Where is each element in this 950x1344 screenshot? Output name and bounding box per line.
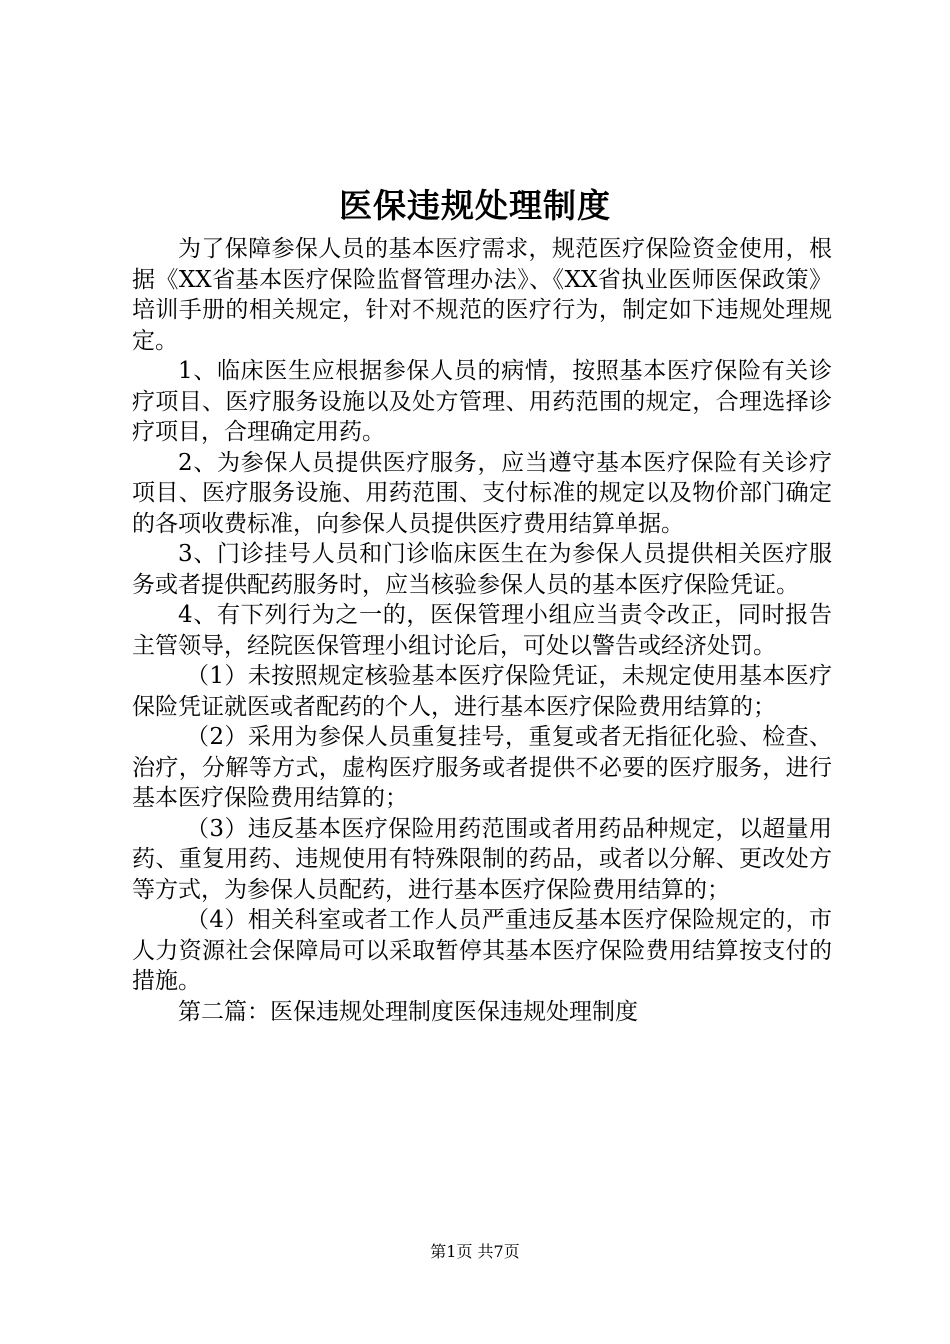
rule-4-item-4: （4）相关科室或者工作人员严重违反基本医疗保险规定的，市人力资源社会保障局可以采取暂停其基本医疗保险费用结算按支付的措施。 (132, 907, 832, 994)
section-two-heading: 第二篇：医保违规处理制度医保违规处理制度 (178, 998, 638, 1025)
rule-4-item-1: （1）未按照规定核验基本医疗保险凭证，未规定使用基本医疗保险凭证就医或者配药的个人，进行基本医疗保险费用结算的； (132, 663, 832, 720)
rule-3-paragraph: 3、门诊挂号人员和门诊临床医生在为参保人员提供相关医疗服务或者提供配药服务时，应当核验参保人员的基本医疗保险凭证。 (132, 541, 832, 598)
rule-2-paragraph: 2、为参保人员提供医疗服务，应当遵守基本医疗保险有关诊疗项目、医疗服务设施、用药范围、支付标准的规定以及物价部门确定的各项收费标准，向参保人员提供医疗费用结算单据。 (132, 449, 832, 537)
rule-4-item-2: （2）采用为参保人员重复挂号，重复或者无指征化验、检查、治疗，分解等方式，虚构医疗服务或者提供不必要的医疗服务，进行基本医疗保险费用结算的； (132, 724, 832, 811)
rule-1-paragraph: 1、临床医生应根据参保人员的病情，按照基本医疗保险有关诊疗项目、医疗服务设施以及处方管理、用药范围的规定，合理选择诊疗项目，合理确定用药。 (132, 358, 832, 445)
rule-4-paragraph: 4、有下列行为之一的，医保管理小组应当责令改正，同时报告主管领导，经院医保管理小组讨论后，可处以警告或经济处罚。 (132, 602, 832, 659)
intro-paragraph: 为了保障参保人员的基本医疗需求，规范医疗保险资金使用，根据《XX省基本医疗保险监督管理办法》、《XX省执业医师医保政策》培训手册的相关规定，针对不规范的医疗行为，制定如下违规处理规定。 (132, 236, 832, 354)
document-body (132, 234, 832, 1027)
rule-4-item-3: （3）违反基本医疗保险用药范围或者用药品种规定，以超量用药、重复用药、违规使用有特殊限制的药品，或者以分解、更改处方等方式，为参保人员配药，进行基本医疗保险费用结算的； (132, 815, 832, 903)
page-footer: 第1页 共7页 (430, 1242, 520, 1261)
document-title: 医保违规处理制度 (339, 186, 611, 225)
